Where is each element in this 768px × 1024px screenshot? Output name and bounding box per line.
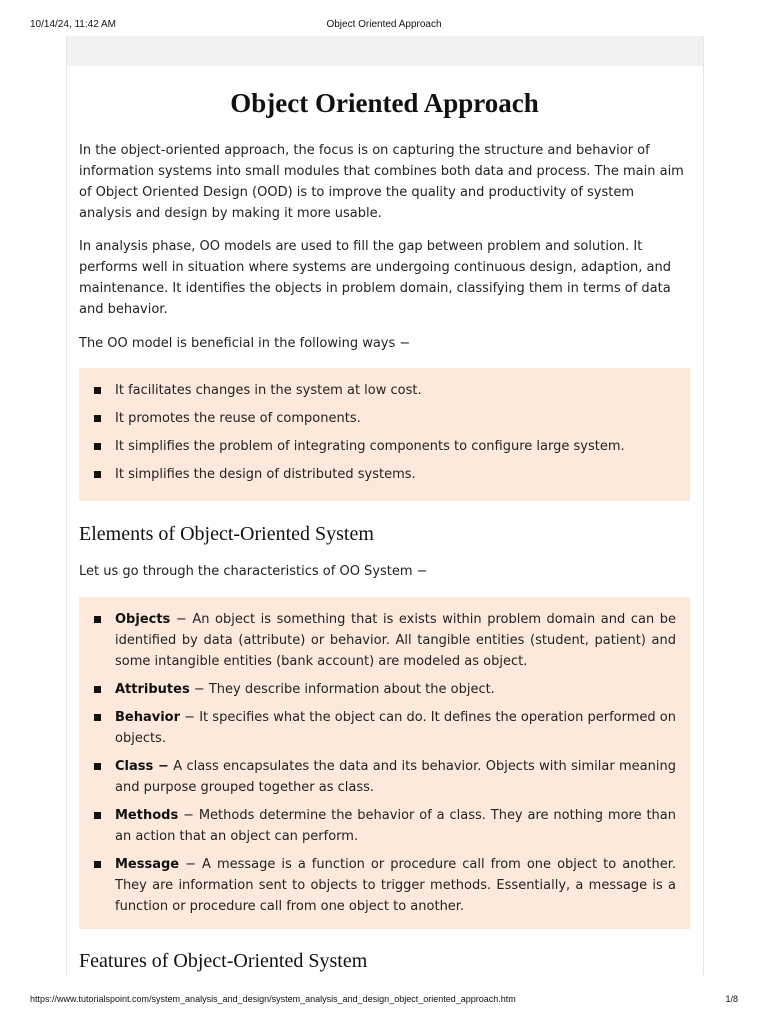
element-description: − Methods determine the behavior of a class. They are nothing more than an action that an object can perform. [115,808,676,844]
list-item [93,707,676,749]
print-title: Object Oriented Approach [326,19,442,30]
page-frame [66,36,704,975]
element-term: Methods [115,808,179,823]
benefit-text: It promotes the reuse of components. [115,411,361,426]
list-item [93,854,676,917]
page-number: 1/8 [725,994,738,1004]
element-term: Behavior [115,710,181,725]
benefits-list [93,380,676,485]
element-description: − An object is something that is exists within problem domain and can be identified by data (attribute) or behavior. All tangible entities (student, patient) and some intangible entities (bank account) are modeled as object. [115,612,676,669]
element-description: − A message is a function or procedure call from one object to another. They are information sent to objects to trigger methods. Essentially, a message is a function or procedure call from one object to another. [115,857,676,914]
list-item [93,436,676,457]
element-term: Message [115,857,180,872]
list-item [93,408,676,429]
intro-paragraph-2: In analysis phase, OO models are used to fill the gap between problem and solution. It performs well in situation where systems are undergoing continuous design, adaption, and maintenance. It identifies the objects in problem domain, classifying them in terms of data and behavior. [79,239,671,317]
square-bullet-icon [94,616,101,623]
benefit-text: It simplifies the problem of integrating components to configure large system. [115,439,625,454]
benefit-text: It facilitates changes in the system at low cost. [115,383,422,398]
element-description: − They describe information about the object. [189,682,495,697]
print-datetime: 10/14/24, 11:42 AM [30,19,116,30]
benefits-callout [79,368,690,501]
square-bullet-icon [94,471,101,478]
square-bullet-icon [94,763,101,770]
print-header [0,19,768,33]
element-description: A class encapsulates the data and its behavior. Objects with similar meaning and purpose grouped together as class. [115,759,676,795]
section-heading-features: Features of Object-Oriented System [79,950,368,972]
list-item [93,464,676,485]
element-description: − It specifies what the object can do. It defines the operation performed on objects. [115,710,676,746]
list-item [93,609,676,672]
section-intro: Let us go through the characteristics of OO System − [79,564,428,579]
square-bullet-icon [94,686,101,693]
square-bullet-icon [94,443,101,450]
top-bar [67,36,703,66]
intro-paragraph-1: In the object-oriented approach, the focus is on capturing the structure and behavior of information systems into small modules that combines both data and process. The main aim of Object Oriented Design (OOD) is to improve the quality and productivity of system analysis and design by making it more usable. [79,143,684,221]
element-term: Objects [115,612,171,627]
square-bullet-icon [94,861,101,868]
list-item [93,380,676,401]
list-item [93,805,676,847]
intro-paragraph-3: The OO model is beneficial in the following ways − [79,336,411,351]
benefit-text: It simplifies the design of distributed systems. [115,467,416,482]
print-footer [0,994,768,1008]
square-bullet-icon [94,387,101,394]
list-item [93,756,676,798]
section-heading-elements: Elements of Object-Oriented System [79,523,374,545]
element-term: Class − [115,759,169,774]
page-title: Object Oriented Approach [230,88,539,118]
print-url: https://www.tutorialspoint.com/system_analysis_and_design/system_analysis_and_design_object_oriented_approach.htm [30,994,516,1004]
list-item [93,679,676,700]
square-bullet-icon [94,714,101,721]
square-bullet-icon [94,415,101,422]
elements-list [93,609,676,917]
square-bullet-icon [94,812,101,819]
element-term: Attributes [115,682,190,697]
elements-callout [79,597,690,929]
